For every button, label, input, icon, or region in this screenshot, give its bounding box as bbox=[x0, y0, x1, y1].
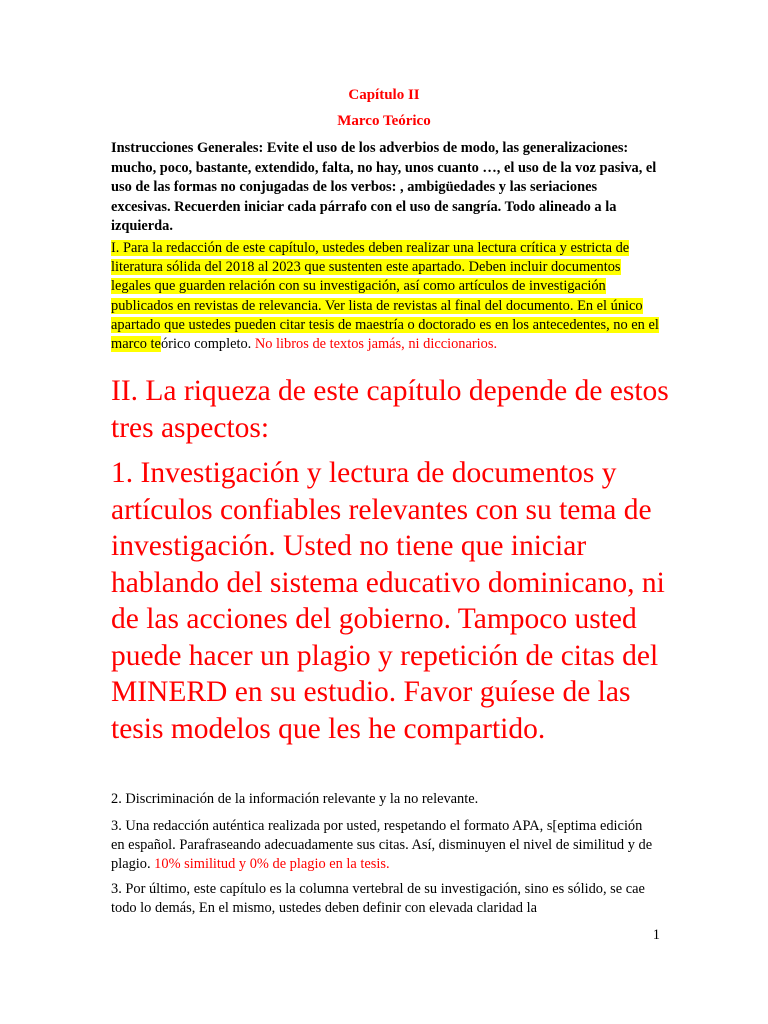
highlighted-text: I. Para la redacción de este capítulo, ustedes deben realizar una lectura crítica y estricta de literatura sólida del 2018 al 2023 que sustenten este apartado. Deben incluir documentos legales que guarden relación con su investigación, así como artículos de investigación publicados en revistas de relevancia. Ver lista de revistas al final del documento. En el único apartado que ustedes pueden citar tesis de maestría o doctorado es en los antecedentes, no en el marco te bbox=[111, 240, 659, 353]
paragraph-one bbox=[111, 239, 659, 354]
point-four: 3. Por último, este capítulo es la columna vertebral de su investigación, sino es sólido, se cae todo lo demás, En el mismo, ustedes deben definir con elevada claridad la bbox=[111, 881, 645, 917]
point-one: 1. Investigación y lectura de documentos y artículos confiables relevantes con su tema de investigación. Usted no tiene que iniciar hablando del sistema educativo dominicano, ni de las acciones del gobierno. Tampoco usted puede hacer un plagio y repetición de citas del MINERD en su estudio. Favor guíese de las tesis modelos que les he compartido. bbox=[111, 457, 665, 745]
plain-text: órico completo. bbox=[160, 336, 255, 353]
section-heading-ii: II. La riqueza de este capítulo depende de estos tres aspectos: bbox=[111, 375, 669, 444]
page-number: 1 bbox=[652, 927, 660, 943]
general-instructions: Instrucciones Generales: Evite el uso de los adverbios de modo, las generalizaciones: mucho, poco, bastante, extendido, falta, no hay, unos cuanto …, el uso de la voz pasiva, el uso de las formas no conjugadas de los verbos: , ambigüedades y las seriaciones excesivas. Recuerden iniciar cada párrafo con el uso de sangría. Todo alineado a la izquierda. bbox=[111, 140, 657, 234]
chapter-title: Capítulo II bbox=[348, 87, 420, 103]
point-three-text: 3. Una redacción auténtica realizada por usted, respetando el formato APA, s[eptima edición en español. Parafraseando adecuadamente sus citas. Así, disminuyen el nivel de similitud y de plagio. bbox=[111, 818, 653, 873]
point-two: 2. Discriminación de la información relevante y la no relevante. bbox=[111, 791, 479, 807]
point-three-red-text: 10% similitud y 0% de plagio en la tesis. bbox=[154, 856, 390, 873]
section-title: Marco Teórico bbox=[337, 113, 431, 129]
point-three bbox=[111, 817, 659, 875]
red-warning-text: No libros de textos jamás, ni diccionarios. bbox=[254, 336, 498, 353]
